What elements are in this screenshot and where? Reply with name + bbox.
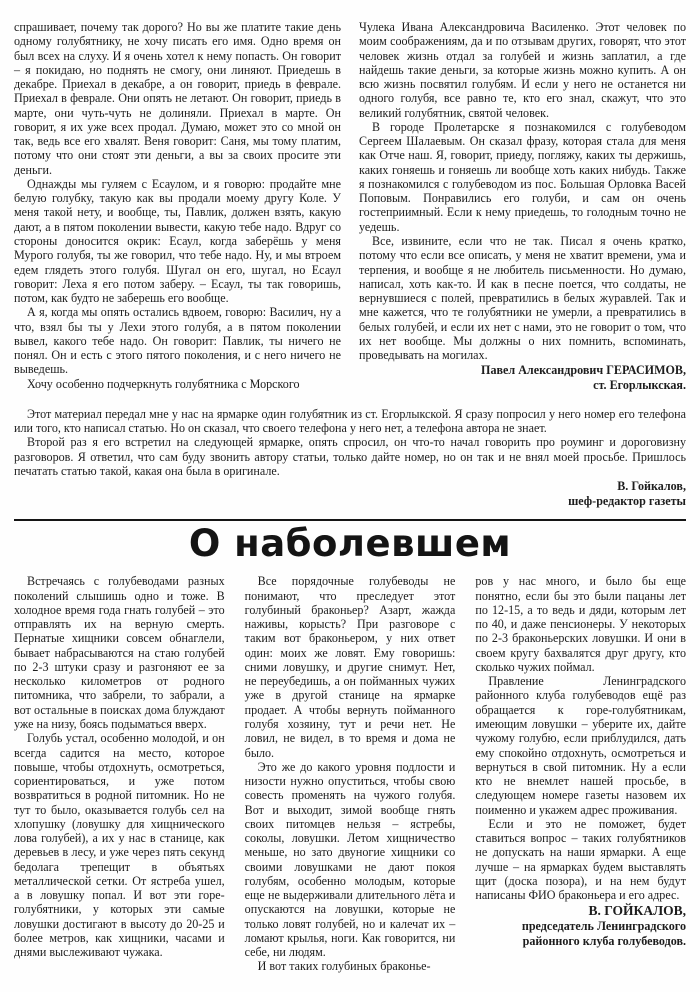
editor-note-signature	[14, 479, 686, 508]
bottom-article-column-3	[475, 574, 686, 973]
signature-chairman-title-line1: председатель Ленинградского	[521, 919, 687, 934]
section-divider-rule	[14, 519, 686, 521]
top-article-left-column	[14, 20, 341, 392]
paragraph: ров у нас много, и было бы еще понятно, если бы это были пацаны лет по 12-15, а то ведь и дяди, которым лет по 40, и даже пенсионеры. У некоторых по 2-3 браконьерских ловушки. И они в своем кругу бахвалятся друг другу, кто сколько чужих поймал.	[475, 574, 687, 674]
bottom-article-column-2	[245, 574, 456, 973]
signature-editor-title: шеф-редактор газеты	[568, 493, 686, 508]
paragraph: Все, извините, если что не так. Писал я очень кратко, потому что если все описать, у меня не хватит времени, ума и терпения, и вообще я не любитель письменности. Но думаю, написал, хоть как-то. И как в песне поется, что солдаты, не вернувшиеся с полей, превратились в белых журавлей. Так и мне кажется, что те голубятники не умерли, а превратились в белых голубей, и если их нет с нами, это не говорит о том, что их нет вообще. Мы должны о них помнить, вспоминать, проведывать на могилах.	[359, 233, 686, 363]
paragraph: В городе Пролетарске я познакомился с голубеводом Сергеем Шалаевым. Он сказал фразу, которая стала для меня как Отче наш. Я, говорит, приеду, погляжу, каких ты держишь, каких гоняешь и гоняешь ли вообще хоть каких нибудь. Также я познакомился с голубеводом из пос. Большая Орловка Васей Поповым. Понравились его голуби, и сам он очень гостеприимный. Если к нему приедешь, то голодным точно не уедешь.	[359, 119, 686, 234]
paragraph: Правление Ленинградского районного клуба голубеводов ещё раз обращается к горе-голубятникам, имеющим ловушки – уберите их, дайте чужому голубю, если приблудился, дать ему спокойно отдохнуть, осмотреться и вернуться в свой питомник. Ну а если кто не внемлет нашей просьбе, в следующем номере газеты назовем их поименно и укажем адрес проживания.	[475, 674, 687, 817]
top-article-signature	[359, 363, 686, 392]
signature-author-name: Павел Александрович ГЕРАСИМОВ,	[481, 363, 686, 378]
bottom-article	[14, 574, 686, 973]
paragraph: Голубь устал, особенно молодой, и он всегда садится на место, которое повыше, чтобы отдохнуть, осмотреться, сориентироваться, и уже потом возвратиться в родной питомник. Но не тут то было, оказывается голубь сел на хлопушку (ловушку для хищнического лова голубей), а их у нас в станице, как деревьев в лесу, и уже через пять секунд бедолага трепещит в объятьях металлической сетки. От ястреба ушел, а в ловушку попал. И вот эти горе-голубятники, у которых эти самые ловушки достигают в высоту до 20-25 и более метров, как хищники, часами и днями выслеживают чужака.	[14, 731, 225, 960]
paragraph: И вот таких голубиных браконье-	[257, 959, 431, 974]
top-article	[14, 20, 686, 392]
editor-note	[14, 407, 686, 508]
paragraph: Это же до какого уровня подлости и низости нужно опуститься, чтобы свою совесть променять на чужого голубя. Вот и выходит, зимой вообще гнять своих питомцев нельзя – ястребы, соколы, ловушки. Летом хищничество меньше, но зато двуногие хищники со своими ловушками не дают покоя голубям, особенно молодым, которые еще не выдерживали длительного лёта и опускаются на ловушки, которые не только ловят голубей, но и калечат их – ломают крылья, ноги. Как говорится, ни себе, ни людям.	[244, 759, 456, 960]
paragraph: Этот материал передал мне у нас на ярмарке один голубятник из ст. Егорлыкской. Я сразу попросил у него номер его телефона или того, кто написал статью. Но он сказал, что своего телефона у него нет, а телефона автора не знает.	[14, 406, 686, 436]
top-article-right-column	[359, 20, 686, 392]
paragraph: Однажды мы гуляем с Есаулом, и я говорю: продайте мне белую голубку, такую как вы продали моему другу Коле. У меня такой нету, и вообще, ты, Павлик, должен взять, какую дают, а в пятом поколении вывести, какую тебе надо. Вдруг со стороны доносится окрик: Есаул, когда заберёшь у меня Мурого голубя, ты же говорил, что тебе надо. Ну, и мы втроем едем глядеть этого голубя. Шугал он его, шугал, но Есаул говорит: Леха я его потом заберу. – Есаул, ты так говоришь, потом, как будто не заберешь его вообще.	[14, 176, 341, 306]
paragraph: Все порядочные голубеводы не понимают, что преследует этот голубиный браконьер? Азарт, жажда наживы, корысть? При разговоре с таким вот браконьером, у них ответ один: моих же ловят. Ему говоришь: сними ловушку, и другие снимут. Нет, не переубедишь, а он пойманных чужих уже в другой станице на ярмарке продает. А чтобы вернуть пойманного голубя хозяину, тут и речи нет. Не ловил, не видел, в то время и дома не было.	[244, 574, 456, 760]
paragraph: Встречаясь с голубеводами разных поколений слышишь одно и тоже. В холодное время года гнать голубей – это отправлять их на верную смерть. Пернатые хищники совсем обнаглели, бывает набрасываются на стаю голубей по 2-3 штуки сразу и разгоняют ее за несколько километров от родного питомника, что забрели, то забрали, а вот остальные в поисках дома блуждают уже на низу, боясь подыматься вверх.	[14, 574, 225, 731]
signature-author-place: ст. Егорлыкская.	[593, 377, 686, 392]
signature-editor-name: В. Гойкалов,	[617, 479, 686, 494]
paragraph: Если и это не поможет, будет ставиться вопрос – таких голубятников не допускать на наши ярмарки. А еще лучше – на ярмарках будем выставлять щит (доска позора), и на нем будут написаны ФИО браконьера и его адрес.	[475, 816, 687, 903]
paragraph: Чулека Ивана Александровича Василенко. Этот человек по моим соображениям, да и по отзывам других, говорят, что этот человек жизнь отдал за голубей и жизнь заплатил, а где найдешь такие деньги, за которые жизнь можно купить. А он всю жизнь посвятил голубям. И если у него не останется ни одного голубя, все равно те, кто его знал, скажут, что это великий голубятник, святой человек.	[359, 20, 686, 120]
article-headline: О наболевшем	[188, 521, 512, 565]
paragraph: А я, когда мы опять остались вдвоем, говорю: Василич, ну а что, взял бы ты у Лехи этого голубя, а в пятом поколении вывел, какого тебе надо. Он говорит: Павлик, ты ничего не понял. Он и есть с этого пятого поколения, и с него ничего не выведешь.	[14, 305, 341, 377]
paragraph: спрашивает, почему так дорого? Но вы же платите такие день одному голубятнику, не хочу писать его имя. Одно время он был всех на слуху. И я очень хотел к нему попасть. Он говорит – я покидаю, но поднять не смогу, они линяют. Приедешь в декабре. Приехал в декабре, а он говорит, приедь в феврале. Приехал в феврале. Они опять не летают. Он говорит, приедь в марте, они чуть-чуть не долиняли. Приехал в марте. Он говорит, я их уже всех продал. Думаю, может это со мной он так, ведь все его хвалят. Веня говорит: Саня, мы тому платим, потому что они стоят эти деньги, а вы за своих просите эти деньги.	[14, 20, 341, 177]
bottom-article-signature	[475, 903, 686, 947]
signature-chairman-title-line2: районного клуба голубеводов.	[522, 933, 687, 948]
signature-chairman-name: В. ГОЙКАЛОВ,	[588, 903, 687, 919]
paragraph: Второй раз я его встретил на следующей ярмарке, опять спросил, он что-то начал говорить про роуминг и дороговизну разговоров. Я ответил, что сам буду звонить автору статьи, только дайте номер, но он так и не внял моей просьбе. Пришлось печатать статью такой, какая она была в оригинале.	[14, 435, 686, 478]
paragraph: Хочу особенно подчеркнуть голубятника с Морского	[27, 376, 300, 391]
bottom-article-column-1	[14, 574, 225, 973]
